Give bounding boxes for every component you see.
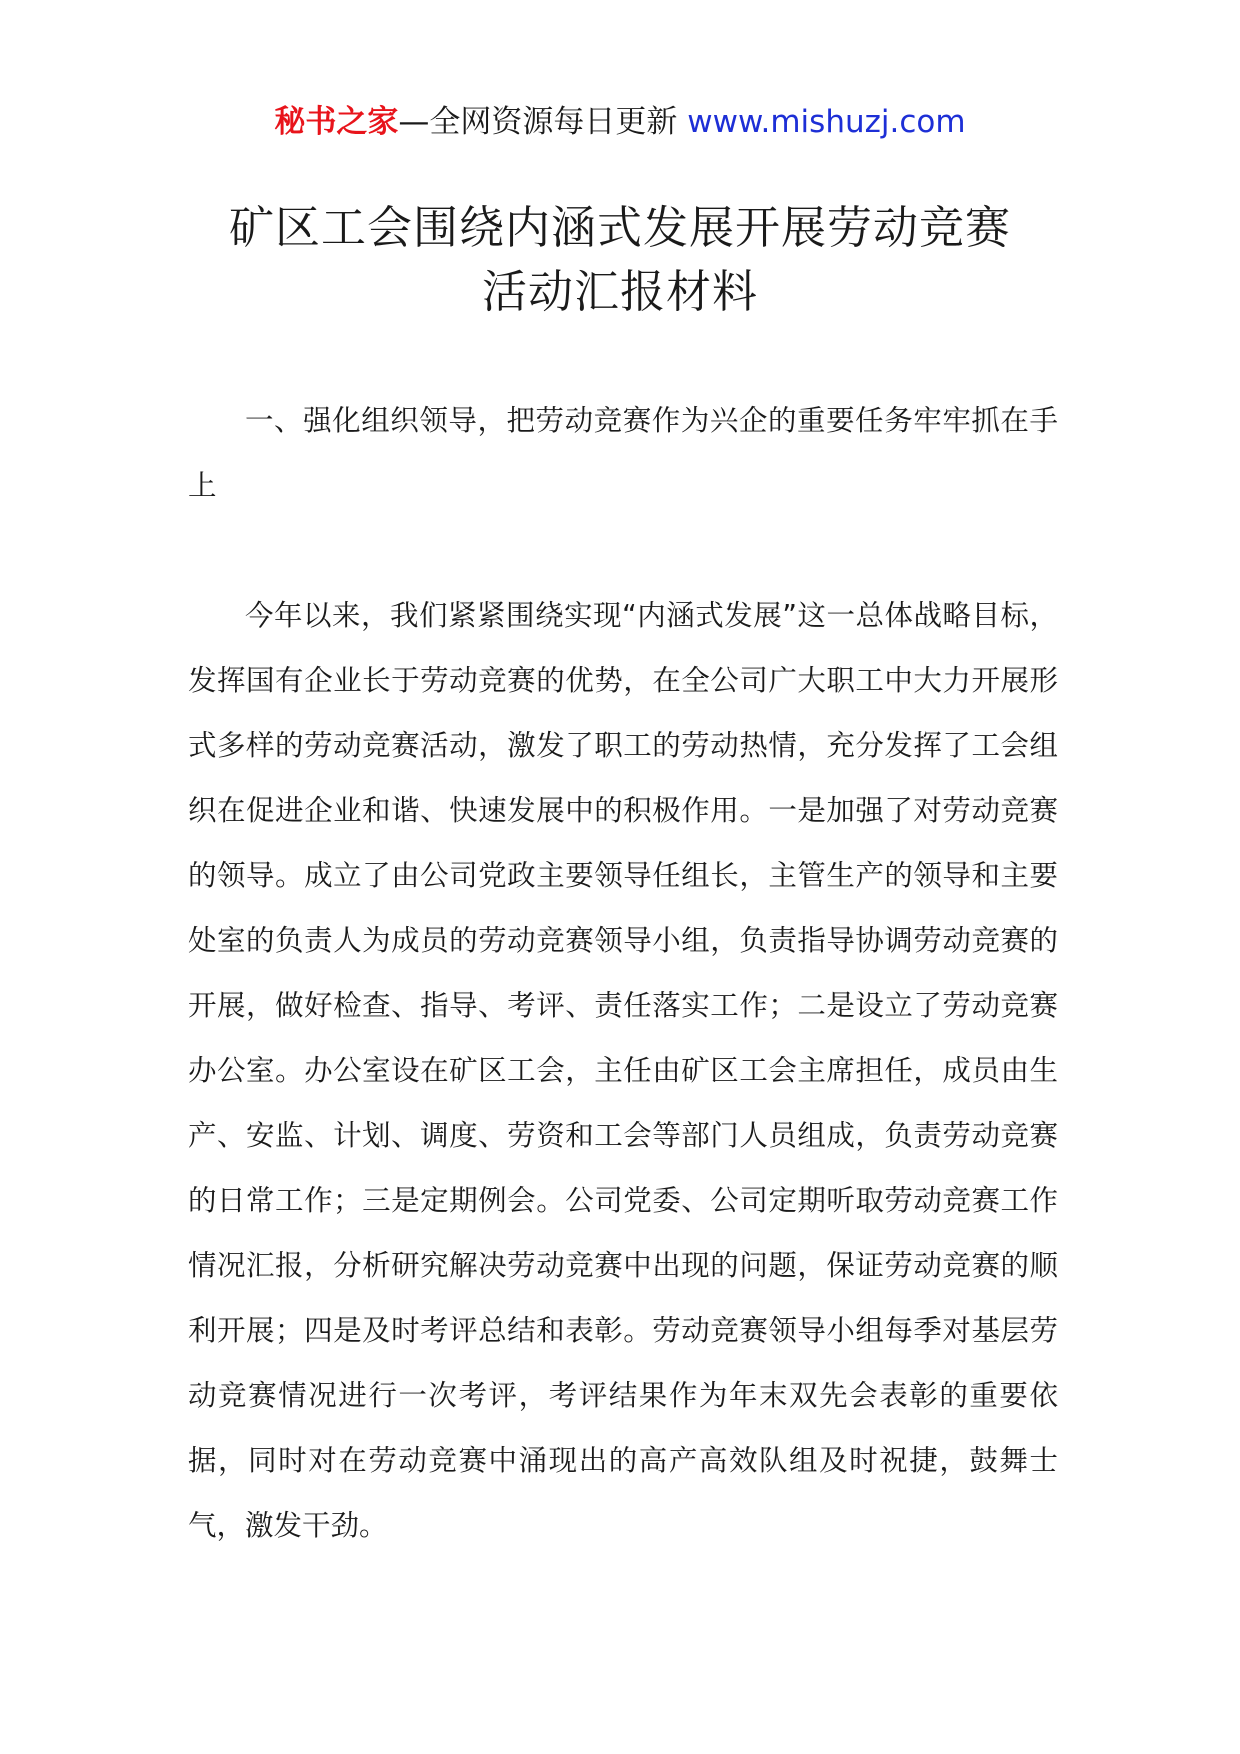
title-line-2: 活动汇报材料 xyxy=(481,265,758,318)
title-line-1: 矿区工会围绕内涵式发展开展劳动竞赛 xyxy=(228,201,1011,254)
document-body xyxy=(188,388,1058,1558)
header-tagline: —全网资源每日更新 xyxy=(398,104,678,140)
document-title xyxy=(0,196,1240,324)
brand-name: 秘书之家 xyxy=(274,104,399,140)
site-header xyxy=(0,100,1240,144)
site-url-link[interactable]: www.mishuzj.com xyxy=(687,104,966,140)
section-heading: 一、强化组织领导，把劳动竞赛作为兴企的重要任务牢牢抓在手上 xyxy=(188,404,1058,502)
body-paragraph: 今年以来，我们紧紧围绕实现“内涵式发展”这一总体战略目标，发挥国有企业长于劳动竞赛的优势，在全公司广大职工中大力开展形式多样的劳动竞赛活动，激发了职工的劳动热情，充分发挥了工会组织在促进企业和谐、快速发展中的积极作用。一是加强了对劳动竞赛的领导。成立了由公司党政主要领导任组长，主管生产的领导和主要处室的负责人为成员的劳动竞赛领导小组，负责指导协调劳动竞赛的开展，做好检查、指导、考评、责任落实工作；二是设立了劳动竞赛办公室。办公室设在矿区工会，主任由矿区工会主席担任，成员由生产、安监、计划、调度、劳资和工会等部门人员组成，负责劳动竞赛的日常工作；三是定期例会。公司党委、公司定期听取劳动竞赛工作情况汇报，分析研究解决劳动竞赛中出现的问题，保证劳动竞赛的顺利开展；四是及时考评总结和表彰。劳动竞赛领导小组每季对基层劳动竞赛情况进行一次考评，考评结果作为年末双先会表彰的重要依据，同时对在劳动竞赛中涌现出的高产高效队组及时祝捷，鼓舞士气，激发干劲。 xyxy=(188,599,1058,1542)
